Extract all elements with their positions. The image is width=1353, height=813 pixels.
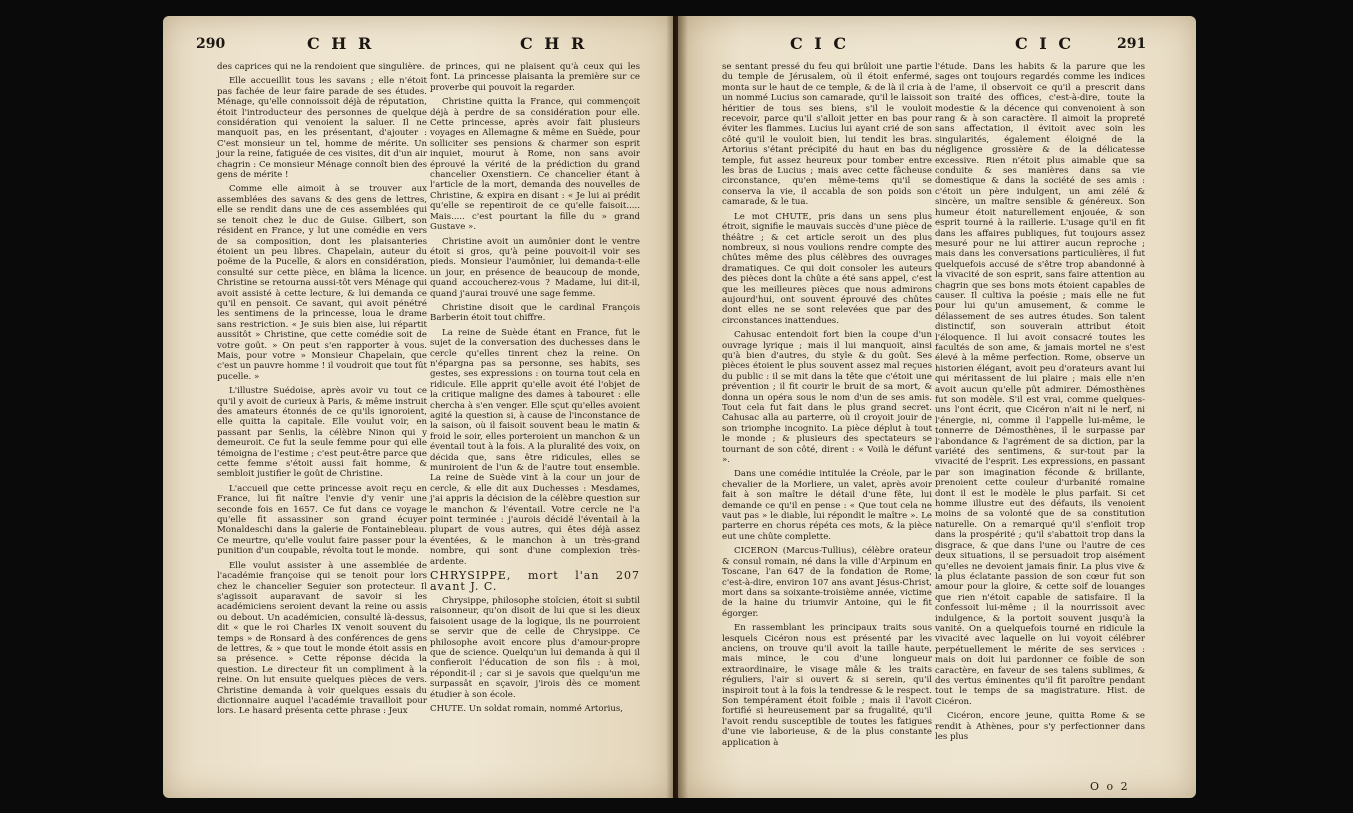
- left-col2-paragraph: CHUTE. Un soldat romain, nommé Artorius,: [430, 703, 624, 714]
- right-col1-paragraph: Dans une comédie intitulée la Créole, par le chevalier de la Morliere, un valet, après avoir fait à son maître le détail d'une fête, lui demande ce qu'il en pense : « Que tout cela ne vaut pas » le diable, lui répondit le maître ». Le parterre en chorus répéta ces mots, & la pièce eut une chûte complette.: [722, 469, 932, 542]
- book-gutter: [666, 16, 688, 798]
- right-column-1: [722, 62, 932, 748]
- right-col1-paragraph: Cahusac entendoit fort bien la coupe d'un ouvrage lyrique ; mais il lui manquoit, ainsi qu'à bien d'autres, du style & du goût. Ses pièces étoient le plus souvent assez mal reçues du public : il se mit dans la tête que c'étoit une prévention ; il fit courir le bruit de sa mort, & donna un opéra sous le nom d'un de ses amis. Tout cela fut fait dans le plus grand secret. Cahusac alla au parterre, où il croyoit jouir de son triomphe incognito. La pièce déplut à tout le monde ; & plusieurs des spectateurs se tournant de son côté, dirent : « Voilà le défunt ».: [722, 330, 932, 466]
- left-col2-paragraph: Christine quitta la France, qui commençoit déjà à perdre de sa considération pour elle. Cette princesse, après avoir fait plusieurs voyages en Allemagne & même en Suède, pour solliciter ses pensions & charmer son esprit inquiet, mourut à Rome, non sans avoir éprouvé la vérité de la prédiction du grand chancelier Oxenstiern. Ce chancelier étant à l'article de la mort, demanda des nouvelles de Christine, & expira en disant : « Je lui ai prédit qu'elle se repentiroit de ce qu'elle faisoit..... Mais..... c'est pourtant la fille du » grand Gustave ».: [430, 97, 640, 233]
- right-col1-paragraph: Le mot CHUTE, pris dans un sens plus étroit, signifie le mauvais succès d'une pièce de théâtre ; & cet article seroit un des plus nombreux, si nous voulions rendre compte des chûtes même des plus célèbres des ouvrages dramatiques. Ce qui doit consoler les auteurs des pièces dont la chûte a été sans appel, c'est que les meilleures pièces que nous admirons aujourd'hui, ont souvent éprouvé des chûtes dont elles ne se sont relevées que par des circonstances inattendues.: [722, 211, 932, 326]
- right-col2-paragraph: l'étude. Dans les habits & la parure que les sages ont toujours regardés comme les indices de l'ame, il observoit ce qu'il a prescrit dans son traité des offices, c'est-à-dire, toute la modestie & la décence qui convenoient à son rang & à son caractère. Il aimoit la propreté sans affectation, il évitoit avec soin les singularités, également éloigné de la négligence grossière & de la délicatesse excessive. Rien n'étoit plus aimable que sa conduite & ses manières dans sa vie domestique & dans la société de ses amis : c'étoit un père indulgent, un ami zélé & sincère, un maître sensible & généreux. Son humeur étoit naturellement enjouée, & son esprit tourné à la raillerie. L'usage qu'il en fit dans les affaires publiques, fut toujours assez mesuré pour ne lui attirer aucun reproche ; mais dans les conversations particulières, il fut quelquefois accusé de s'être trop abandonné à la vivacité de son esprit, sans faire attention au chagrin que ses bons mots étoient capables de causer. Il cultiva la poésie ; mais elle ne fut pour lui qu'un amusement, & comme le délassement de ses autres études. Son talent distinctif, son souverain attribut étoit l'éloquence. Il lui avoit consacré toutes les facultés de son ame, & jamais mortel ne s'est élevé à la même perfection. Rome, observe un historien élégant, avoit peu d'orateurs avant lui qui méritassent de lui plaire ; mais elle n'en avoit aucun qu'elle pût admirer. Démosthènes fut son modèle. S'il est vrai, comme quelques-uns l'ont écrit, que Cicéron n'ait ni le nerf, ni l'énergie, ni, comme il l'appelle lui-même, le tonnerre de Démosthènes, il le surpasse par l'abondance & l'agrément de sa diction, par la variété des sentimens, & sur-tout par la vivacité de l'esprit. Les expressions, en passant par son imagination féconde & brillante, prenoient cette couleur d'urbanité romaine dont il est le modèle le plus parfait. Si cet homme illustre eut des défauts, ils venoient moins de sa volonté que de sa constitution naturelle. On a remarqué qu'il s'enfloit trop dans la prospérité ; qu'il s'abattoit trop dans la disgrace, & que dans l'une ou l'autre de ces deux situations, il se persuadoit trop aisément qu'elles ne devoient jamais finir. La plus vive & la plus éclatante passion de son cœur fut son amour pour la gloire, & cette soif de louanges que rien n'étoit capable de satisfaire. Il la confessoit lui-même ; il la nourrissoit avec indulgence, & la portoit souvent jusqu'à la vanité. On a quelquefois tourné en ridicule la vivacité avec laquelle on lui voyoit célébrer perpétuellement le mérite de ses services : mais on doit lui pardonner ce foible de son caractère, en faveur de ses talens sublimes, & des vertus éminentes qu'il fit paroître pendant tout le temps de sa magistrature. Hist. de Cicéron.: [935, 62, 1145, 707]
- left-col1-paragraph: L'illustre Suédoise, après avoir vu tout ce qu'il y avoit de curieux à Paris, & même instruit des amateurs étonnés de ce qu'ils ignoroient, elle quitta la capitale. Elle voulut voir, en passant par Senlis, la célèbre Ninon qui y demeuroit. Ce fut la seule femme pour qui elle témoigna de l'estime ; c'est peut-être parce que cette femme s'étoit aussi fait homme, & sembloit justifier le goût de Christine.: [217, 386, 427, 480]
- right-col1-paragraph: En rassemblant les principaux traits sous lesquels Cicéron nous est présenté par les anciens, on trouve qu'il avoit la taille haute, mais mince, le cou d'une longueur extraordinaire, le visage mâle & les traits réguliers, l'air si ouvert & si serein, qu'il inspiroit tout à la fois la tendresse & le respect. Son tempérament étoit foible ; mais il l'avoit fortifié si heureusement par sa frugalité, qu'il l'avoit rendu susceptible de toutes les fatigues d'une vie laborieuse, & de la plus constante application à: [722, 623, 932, 748]
- left-col2-paragraph: de princes, qui ne plaisent qu'à ceux qui les font. La princesse plaisanta la première sur ce proverbe qui pouvoit la regarder.: [430, 62, 640, 93]
- right-col1-paragraph: CICERON (Marcus-Tullius), célèbre orateur & consul romain, né dans la ville d'Arpinum en Toscane, l'an 647 de la fondation de Rome, c'est-à-dire, environ 107 ans avant Jésus-Christ, mort dans sa soixante-troisième année, victime de la haine du triumvir Antoine, qui le fit égorger.: [722, 546, 932, 619]
- left-running-head-left: C H R: [307, 34, 375, 53]
- left-col1-paragraph: Comme elle aimoit à se trouver aux assemblées des savans & des gens de lettres, elle se rendit dans une de ces assemblées qui se tenoit chez le duc de Guise. Gilbert, son résident en France, y lut une comédie en vers de sa composition, dont les plaisanteries étoient un peu libres. Chapelain, auteur du poëme de la Pucelle, & alors en considération, consulté sur cette pièce, en blâma la licence. Christine se retourna aussi-tôt vers Ménage qui avoit assisté à cette lecture, & lui demanda ce qu'il en pensoit. Ce savant, qui avoit pénétré les sentimens de la princesse, loua le drame sans restriction. « Je suis bien aise, lui répartit aussitôt » Christine, que cette comédie soit de votre goût. » On peut s'en rapporter à vous. Mais, pour votre » Monsieur Chapelain, que c'est un pauvre homme ! il voudroit que tout fût pucelle. »: [217, 184, 427, 382]
- left-running-head-right: C H R: [520, 34, 588, 53]
- left-col2-paragraph: Christine avoit un aumônier dont le ventre étoit si gros, qu'à peine pouvoit-il voir ses pieds. Monsieur l'aumônier, lui demanda-t-elle un jour, en présence de beaucoup de monde, quand accoucherez-vous ? Madame, lui dit-il, quand j'aurai trouvé une sage femme.: [430, 236, 640, 299]
- right-column-2: [935, 62, 1145, 742]
- right-running-head-right: C I C: [1015, 34, 1075, 53]
- left-col1-paragraph: Elle accueillit tous les savans ; elle n'étoit pas fachée de leur faire parade de ses études. Ménage, qu'elle connoissoit déjà de réputation, étoit l'introducteur des personnes de quelque considération qui venoient la saluer. Il ne manquoit pas, en les présentant, d'ajouter : C'est monsieur un tel, homme de mérite. Un jour la reine, fatiguée de ces visites, dit d'un air chagrin : Ce monsieur Ménage connoît bien des gens de mérite !: [217, 76, 427, 181]
- left-col2-paragraph: Chrysippe, philosophe stoïcien, étoit si subtil raisonneur, qu'on disoit de lui que si les dieux faisoient usage de la logique, ils ne pourroient se servir que de celle de Chrysippe. Ce philosophe avoit encore plus d'amour-propre que de science. Quelqu'un lui demanda à qui il confieroit l'éducation de son fils : à moi, répondit-il ; car si je savois que quelqu'un me surpassât en sçavoir, j'irois dès ce moment étudier à son école.: [430, 595, 640, 700]
- left-col2-entry-heading: CHRYSIPPE, mort l'an 207 avant J. C.: [430, 569, 640, 593]
- left-col1-paragraph: des caprices qui ne la rendoient que singulière.: [217, 62, 425, 72]
- left-column-1: [217, 62, 427, 717]
- left-column-2: [430, 62, 640, 714]
- right-col2-paragraph: Cicéron, encore jeune, quitta Rome & se rendit à Athènes, pour s'y perfectionner dans les plus: [935, 711, 1145, 742]
- right-col1-paragraph: se sentant pressé du feu qui brûloit une partie du temple de Jérusalem, où il étoit enfermé, monta sur le haut de ce temple, & de là il cria à un nommé Lucius son camarade, qu'il le laissoit héritier de tous ses biens, s'il le vouloit recevoir, parce qu'il s'alloit jetter en bas pour éviter les flammes. Lucius lui ayant crié de son côté qu'il le vouloit bien, lui tendit les bras. Artorius s'étant précipité du haut en bas du temple, fut assez heureux pour tomber entre les bras de Lucius ; mais avec cette fâcheuse circonstance, qu'en même-tems qu'il se conserva la vie, il accabla de son poids son camarade, & le tua.: [722, 62, 932, 208]
- left-page-number: 290: [196, 36, 226, 52]
- signature-mark: O o 2: [1090, 780, 1130, 793]
- right-page-number: 291: [1117, 36, 1147, 52]
- left-col1-paragraph: L'accueil que cette princesse avoit reçu en France, lui fit naître l'envie d'y venir une seconde fois en 1657. Ce fut dans ce voyage qu'elle fit assassiner son grand écuyer Monaldeschi dans la galerie de Fontainebleau. Ce meurtre, qu'elle voulut faire passer pour la punition d'un coupable, révolta tout le monde.: [217, 483, 427, 557]
- left-col2-paragraph: Christine disoit que le cardinal François Barberin étoit tout chiffre.: [430, 302, 640, 324]
- left-col2-paragraph: La reine de Suède étant en France, fut le sujet de la conversation des duchesses dans le cercle qu'elles tinrent chez la reine. On n'épargna pas sa personne, ses habits, ses gestes, ses expressions : on tourna tout cela en ridicule. Elle apprit qu'elle avoit été l'objet de la critique maligne des dames à tabouret : elle chercha à s'en venger. Elle sçut qu'elles avoient agité la question si, à cause de l'inconstance de la saison, où il faisoit souvent beau le matin & froid le soir, elles porteroient un manchon & un éventail tout à la fois. A la pluralité des voix, on décida que, sans être ridicules, elles se muniroient de l'un & de l'autre tout ensemble. La reine de Suède vint à la cour un jour de cercle, & elle dit aux Duchesses : Mesdames, j'ai appris la décision de la célèbre question sur le manchon & l'éventail. Votre cercle ne l'a point terminée : j'aurois décidé l'éventail à la plupart de vous autres, qui êtes déjà assez éventées, & le manchon à un très-grand nombre, qui sont d'une complexion très-ardente.: [430, 327, 640, 567]
- left-col1-paragraph: Elle voulut assister à une assemblée de l'académie françoise qui se tenoit pour lors chez le chancelier Seguier son protecteur. Il s'agissoit auparavant de savoir si les académiciens seroient devant la reine ou assis ou debout. Un académicien, consulté là-dessus, dit « que le roi Charles IX venoit souvent du temps » de Ronsard à des conférences de gens de lettres, & » que tout le monde étoit assis en sa présence. » Cette réponse décida la question. Le directeur fit un compliment à la reine. On lut ensuite quelques pièces de vers. Christine demanda à voir quelques essais du dictionnaire auquel l'académie travailloit pour lors. Le hasard présenta cette phrase : Jeux: [217, 560, 427, 717]
- right-running-head-left: C I C: [790, 34, 850, 53]
